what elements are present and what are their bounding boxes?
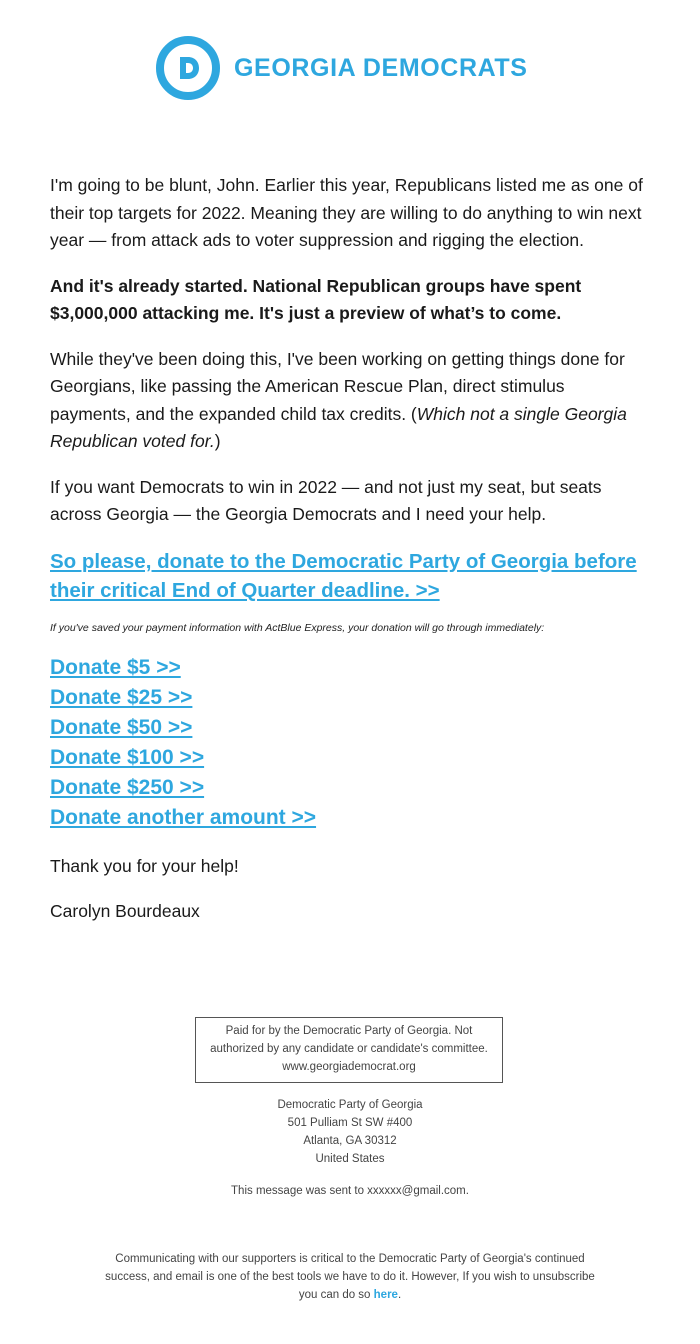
logo-text: GEORGIA DEMOCRATS	[234, 53, 528, 82]
disclaimer-line-3: www.georgiademocrat.org	[282, 1061, 416, 1073]
d-letter-icon	[174, 54, 202, 82]
donate-cta-link[interactable]: So please, donate to the Democratic Party of Georgia before their critical End of Quarter deadline. >>	[50, 549, 637, 602]
donate-5-link[interactable]: Donate $5 >>	[50, 655, 181, 679]
paragraph-work	[50, 346, 650, 456]
paragraph-work-end: )	[214, 431, 221, 451]
donate-250-link[interactable]: Donate $250 >>	[50, 775, 205, 799]
paragraph-help: If you want Democrats to win in 2022 — and not just my seat, but seats across Georgia — the Georgia Democrats and I need your help.	[50, 476, 602, 524]
paid-for-disclaimer	[195, 1017, 503, 1083]
disclaimer-line-1: Paid for by the Democratic Party of Georgia. Not	[225, 1025, 473, 1037]
thank-you-text: Thank you for your help!	[50, 855, 239, 876]
d-logo-icon	[156, 36, 220, 100]
paragraph-intro: I'm going to be blunt, John. Earlier this year, Republicans listed me as one of their top targets for 2022. Meaning they are willing to do anything to win next year — from attack ads to voter suppression and rigging the election.	[50, 175, 643, 250]
address-city: Atlanta, GA 30312	[303, 1135, 397, 1147]
donate-other-amount-link[interactable]: Donate another amount >>	[50, 805, 317, 829]
sent-to-notice: This message was sent to xxxxxx@gmail.com.	[231, 1185, 469, 1197]
disclaimer-line-2: authorized by any candidate or candidate's committee.	[210, 1043, 488, 1055]
email-body	[50, 172, 650, 944]
address-org: Democratic Party of Georgia	[277, 1099, 423, 1111]
donate-100-link[interactable]: Donate $100 >>	[50, 745, 205, 769]
email-header	[0, 36, 700, 102]
paragraph-work-text: While they've been doing this, I've been working on getting things done for Georgians, like passing the American Rescue Plan, direct stimulus payments, and the expanded child tax credits. (	[50, 348, 625, 424]
georgia-democrats-logo	[156, 36, 528, 100]
address-country: United States	[315, 1153, 385, 1165]
signature: Carolyn Bourdeaux	[50, 901, 200, 921]
mailing-address	[0, 1096, 700, 1168]
donate-50-link[interactable]: Donate $50 >>	[50, 715, 193, 739]
donate-links-list	[50, 653, 650, 833]
unsubscribe-end: .	[397, 1289, 402, 1301]
donate-25-link[interactable]: Donate $25 >>	[50, 685, 193, 709]
unsubscribe-notice	[100, 1250, 600, 1304]
paragraph-bold: And it's already started. National Republican groups have spent $3,000,000 attacking me. It's just a preview of what’s to come.	[50, 275, 582, 323]
actblue-express-note: If you've saved your payment information with ActBlue Express, your donation will go through immediately:	[50, 621, 545, 634]
unsubscribe-text: Communicating with our supporters is critical to the Democratic Party of Georgia's continued success, and email is one of the best tools we have to do it. However, If you wish to unsubscribe you can do so	[105, 1253, 595, 1301]
unsubscribe-link[interactable]: here	[373, 1289, 398, 1301]
address-street: 501 Pulliam St SW #400	[287, 1117, 413, 1129]
paragraph-work-italic: Which not a single Georgia Republican voted for.	[50, 403, 627, 451]
